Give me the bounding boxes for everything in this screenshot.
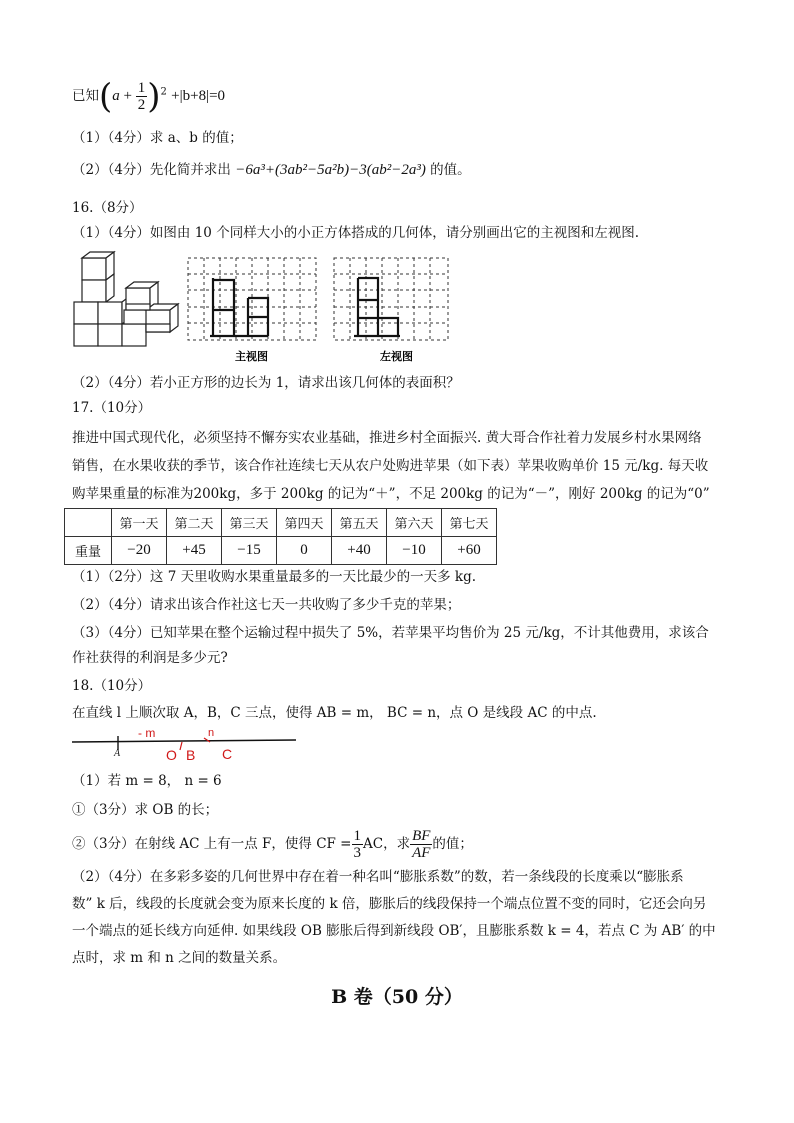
sketch-label-m: - m xyxy=(138,726,156,740)
fraction-one-third: $\frac{1}{3}$ xyxy=(353,828,361,861)
q18-part2-line2: 数” k 后，线段的长度就会变为原来长度的 k 倍，膨胀后的线段保持一个端点位置不变的同时，它还会向另 xyxy=(72,896,707,912)
table-cell: +40 xyxy=(332,537,387,565)
fraction-bf-af: $\frac{BF}{AF}$ xyxy=(412,828,431,861)
fraction-half: $\frac{1}{2}$ xyxy=(137,80,146,113)
q17-part3-line1: （3）（4分）已知苹果在整个运输过程中损失了 5%，若苹果平均售价为 25 元/kg，不计其他费用，求该合 xyxy=(72,625,709,641)
sketch-label-a: A xyxy=(114,748,121,759)
q18-part2-line3: 一个端点的延长线方向延伸. 如果线段 OB 膨胀后得到新线段 OB′，且膨胀系数 k = 4，若点 C 为 AB′ 的中 xyxy=(72,923,716,939)
purchase-table xyxy=(64,508,497,565)
table-header-cell xyxy=(65,509,112,537)
sketch-label-o: O xyxy=(166,747,177,763)
table-header-cell: 第五天 xyxy=(332,509,387,537)
table-cell: −10 xyxy=(387,537,442,565)
table-header-cell: 第七天 xyxy=(442,509,497,537)
isometric-cubes xyxy=(74,252,178,346)
q17-para-1: 推进中国式现代化，必须坚持不懈夯实农业基础，推进乡村全面振兴. 黄大哥合作社着力发展乡村水果网络 xyxy=(72,430,702,446)
q16-heading: 16.（8分） xyxy=(72,200,143,216)
table-cell: +60 xyxy=(442,537,497,565)
table-header-cell: 第六天 xyxy=(387,509,442,537)
table-header-cell: 第二天 xyxy=(167,509,222,537)
sketch-label-n: n xyxy=(208,727,215,739)
q18-part1: （1）若 m = 8， n = 6 xyxy=(72,773,222,789)
q18-part1a: ①（3分）求 OB 的长； xyxy=(72,802,219,818)
q16-part1: （1）（4分）如图由 10 个同样大小的小正方体搭成的几何体，请分别画出它的主视图和左视图. xyxy=(72,225,639,241)
q15-part2: （2）（4分）先化简并求出 −6a³+(3ab²−5a²b)−3(ab²−2a³) 的值。 xyxy=(72,162,471,178)
table-row-label: 重量 xyxy=(65,537,112,565)
table-header-cell: 第四天 xyxy=(277,509,332,537)
q17-para-3: 购苹果重量的标准为200kg，多于 200kg 的记为“＋”，不足 200kg 的记为“－”，刚好 200kg 的记为“0” xyxy=(72,486,710,502)
table-cell: +45 xyxy=(167,537,222,565)
table-cell: 0 xyxy=(277,537,332,565)
left-view-grid xyxy=(334,258,448,340)
main-view-label: 主视图 xyxy=(235,350,268,363)
given-prefix: 已知 xyxy=(72,88,99,104)
q18-part2-line1: （2）（4分）在多彩多姿的几何世界中存在着一种名叫“膨胀系数”的数，若一条线段的长度乘以“膨胀系 xyxy=(72,869,684,885)
table-header-cell: 第一天 xyxy=(112,509,167,537)
left-view-label: 左视图 xyxy=(380,350,413,363)
table-header-row xyxy=(65,509,497,537)
q17-heading: 17.（10分） xyxy=(72,400,152,416)
table-cell: −15 xyxy=(222,537,277,565)
q16-part2: （2）（4分）若小正方形的边长为 1，请求出该几何体的表面积？ xyxy=(72,375,460,391)
cube-figure xyxy=(68,250,468,368)
q17-part1: （1）（2分）这 7 天里收购水果重量最多的一天比最少的一天多 kg. xyxy=(72,569,477,585)
table-cell: −20 xyxy=(112,537,167,565)
q15-expression: −6a³+(3ab²−5a²b)−3(ab²−2a³) xyxy=(235,162,426,178)
q18-part1b: ②（3分）在射线 AC 上有一点 F，使得 CF = $\frac{1}{3}$ AC，求 $\frac{BF}{AF}$ 的值； xyxy=(72,828,473,861)
sketch-label-c: C xyxy=(222,746,233,762)
table-row xyxy=(65,537,497,565)
q17-part2: （2）（4分）请求出该合作社这七天一共收购了多少千克的苹果； xyxy=(72,597,461,613)
given-equation: 已知(a + $\frac{1}{2}$ )$^2$ +|b+8|=0 xyxy=(72,76,226,117)
q15-part1: （1）（4分）求 a、b 的值； xyxy=(72,130,243,146)
section-title: B 卷（50 分） xyxy=(331,986,463,1008)
table-header-cell: 第三天 xyxy=(222,509,277,537)
q18-para: 在直线 l 上顺次取 A，B，C 三点，使得 AB = m， BC = n，点 O 是线段 AC 的中点. xyxy=(72,705,597,721)
q17-para-2: 销售，在水果收获的季节，该合作社连续七天从农户处购进苹果（如下表）苹果收购单价 15 元/kg. 每天收 xyxy=(72,458,709,474)
q17-part3-line2: 作社获得的利润是多少元? xyxy=(72,650,228,666)
q18-heading: 18.（10分） xyxy=(72,678,152,694)
q18-part2-line4: 点时，求 m 和 n 之间的数量关系。 xyxy=(72,950,287,966)
given-equation-rest: +|b+8|=0 xyxy=(171,88,226,104)
line-sketch xyxy=(70,726,300,766)
sketch-label-b: B xyxy=(186,747,196,763)
